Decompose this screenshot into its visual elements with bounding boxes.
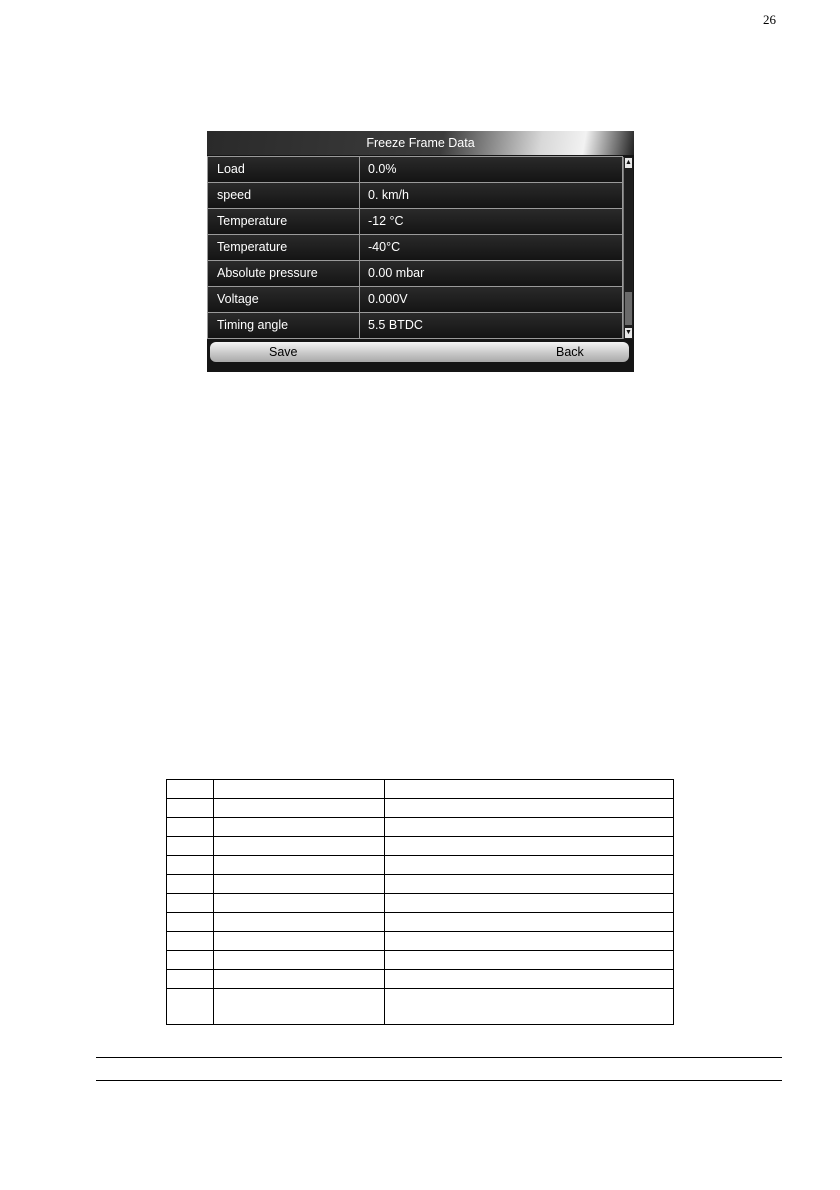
reference-table xyxy=(166,779,674,1025)
save-button[interactable]: Save xyxy=(269,345,298,359)
table-row xyxy=(167,799,674,818)
table-row[interactable] xyxy=(207,261,623,287)
table-row[interactable] xyxy=(207,157,623,183)
row-label: Temperature xyxy=(208,209,360,234)
row-value: 0.0% xyxy=(360,157,623,182)
row-label: Load xyxy=(208,157,360,182)
data-table xyxy=(207,156,623,339)
table-row xyxy=(167,970,674,989)
table-row xyxy=(167,913,674,932)
scrollbar[interactable] xyxy=(623,157,633,339)
table-row xyxy=(167,875,674,894)
row-value: -40°C xyxy=(360,235,623,260)
table-row[interactable] xyxy=(207,313,623,339)
row-label: Temperature xyxy=(208,235,360,260)
divider xyxy=(96,1080,782,1081)
row-value: -12 °C xyxy=(360,209,623,234)
row-value: 5.5 BTDC xyxy=(360,313,623,338)
table-row xyxy=(167,932,674,951)
back-button[interactable]: Back xyxy=(556,345,584,359)
row-value: 0.000V xyxy=(360,287,623,312)
table-row xyxy=(167,780,674,799)
screen-title: Freeze Frame Data xyxy=(366,136,475,150)
table-row[interactable] xyxy=(207,235,623,261)
table-row xyxy=(167,951,674,970)
table-row xyxy=(167,837,674,856)
title-bar xyxy=(207,131,634,155)
table-row xyxy=(167,989,674,1025)
arrow-down-icon[interactable]: ▼ xyxy=(625,329,632,336)
table-row xyxy=(167,856,674,875)
page-number: 26 xyxy=(763,12,776,27)
table-row xyxy=(167,894,674,913)
row-label: speed xyxy=(208,183,360,208)
scroll-thumb[interactable] xyxy=(625,292,632,325)
row-value: 0.00 mbar xyxy=(360,261,623,286)
row-label: Absolute pressure xyxy=(208,261,360,286)
table-row[interactable] xyxy=(207,183,623,209)
freeze-frame-screen xyxy=(207,131,634,372)
table-row xyxy=(167,818,674,837)
row-label: Timing angle xyxy=(208,313,360,338)
row-value: 0. km/h xyxy=(360,183,623,208)
table-row[interactable] xyxy=(207,209,623,235)
table-row[interactable] xyxy=(207,287,623,313)
row-label: Voltage xyxy=(208,287,360,312)
button-bar xyxy=(210,342,629,362)
divider xyxy=(96,1057,782,1058)
arrow-up-icon[interactable]: ▲ xyxy=(625,159,632,166)
